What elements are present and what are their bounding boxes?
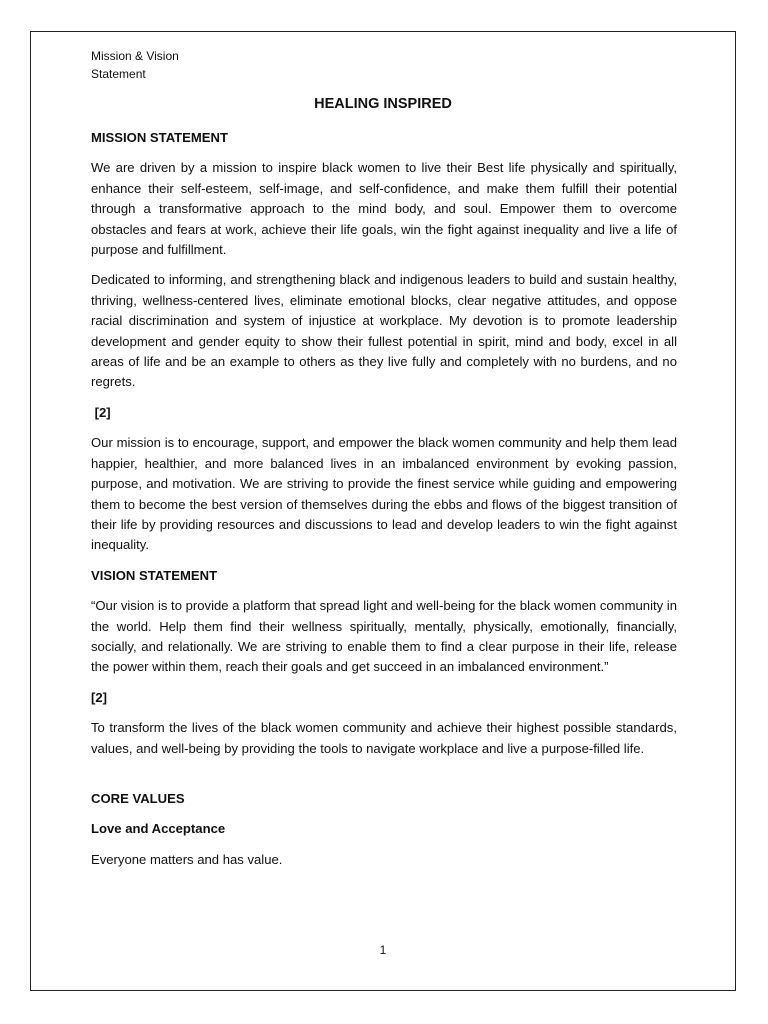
document-header <box>91 47 291 83</box>
vision-heading: VISION STATEMENT <box>91 567 218 583</box>
love-acceptance-heading: Love and Acceptance <box>91 821 226 837</box>
document-page <box>30 31 736 991</box>
page-number: 1 <box>379 943 387 957</box>
mission-paragraph-3: Our mission is to encourage, support, and empower the black women community and help them lead happier, healthier, and more balanced lives in an imbalanced environment by evoking passion, purpose, and motivation. We are striving to provide the finest service while guiding and empowering them to become the best version of themselves during the ebbs and flows of the biggest transition of their life by providing resources and discussions to lead and develop leaders to win the fight against inequality. <box>91 435 677 553</box>
reference-marker-2: [2] <box>91 689 108 705</box>
core-values-heading: CORE VALUES <box>91 790 185 806</box>
document-body <box>91 128 677 880</box>
reference-marker-1: [2] <box>91 404 111 420</box>
mission-paragraph-2: Dedicated to informing, and strengthening black and indigenous leaders to build and sustain healthy, thriving, wellness-centered lives, eliminate emotional blocks, clear negative attitudes, and oppose racial discrimination and system of injustice at workplace. My devotion is to promote leadership development and gender equity to show their fullest potential in spirit, mind and body, excel in all areas of life and be an example to others as they live fully and completely with no burdens, and no regrets. <box>91 272 677 390</box>
vision-paragraph-2: To transform the lives of the black women community and achieve their highest possible standards, values, and well-being by providing the tools to navigate workplace and live a purpose-filled life. <box>91 720 677 756</box>
mission-heading: MISSION STATEMENT <box>91 130 228 145</box>
header-line-2: Statement <box>91 67 146 81</box>
vision-paragraph-1: “Our vision is to provide a platform that spread light and well-being for the black women community in the world. Help them find their wellness spiritually, mentally, physically, emotionally, financially, socially, and relationally. We are striving to enable them to find a clear purpose in their life, release the power within them, reach their goals and get succeed in an imbalanced environment.” <box>91 598 677 675</box>
document-title: HEALING INSPIRED <box>314 96 452 112</box>
mission-paragraph-1: We are driven by a mission to inspire black women to live their Best life physically and spiritually, enhance their self-esteem, self-image, and self-confidence, and make them fulfill their potential through a transformative approach to the mind body, and soul. Empower them to overcome obstacles and fears at work, achieve their life goals, win the fight against inequality and live a life of purpose and fulfillment. <box>91 160 677 258</box>
header-line-1: Mission & Vision <box>91 49 179 63</box>
love-acceptance-text: Everyone matters and has value. <box>91 851 283 867</box>
spacer <box>91 769 677 789</box>
